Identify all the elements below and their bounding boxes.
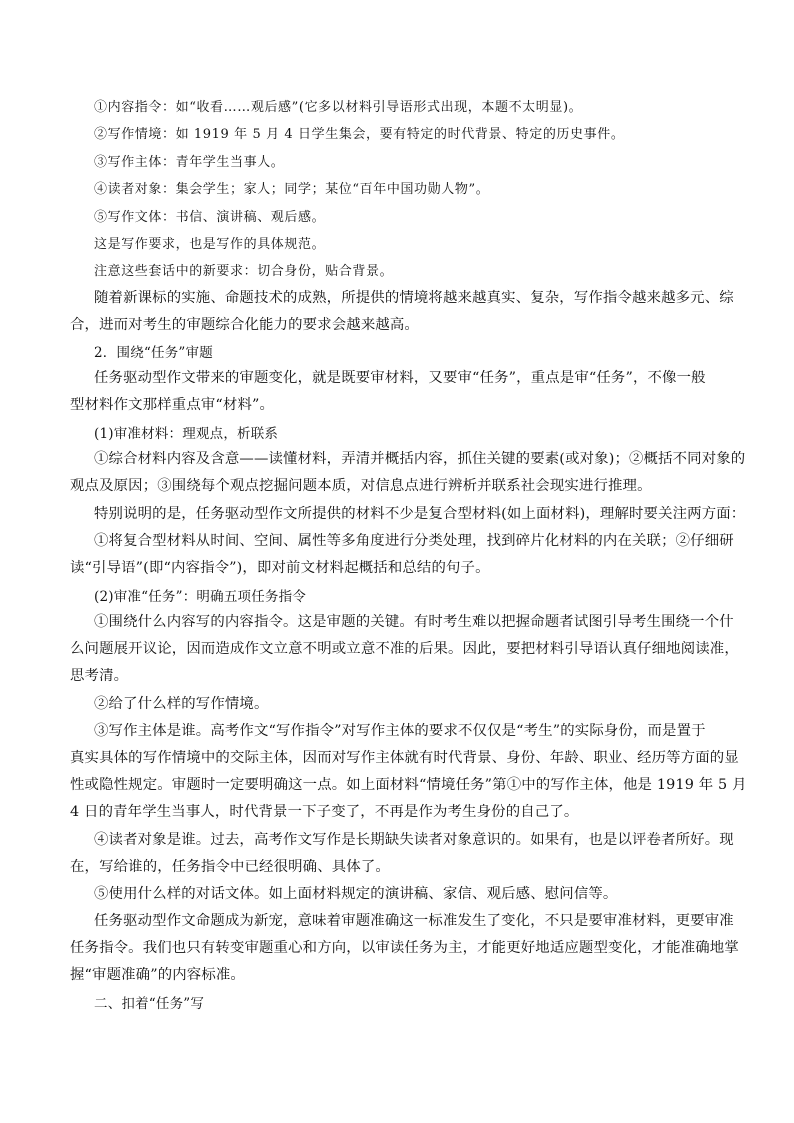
subsection-heading: (2)审准“任务”：明确五项任务指令 [94,589,307,605]
subsection-heading: (1)审准材料：理观点，析联系 [94,426,279,442]
text-line: 观点及原因；③围绕每个观点挖掘问题本质，对信息点进行辨析并联系社会现实进行推理。 [70,478,652,494]
text-line: 思考清。 [70,668,129,684]
text-line: 任务驱动型作文命题成为新宠，意味着审题准确这一标准发生了变化，不只是要审准材料，更要审准 [94,913,734,929]
text-line: ⑤使用什么样的对话文体。如上面材料规定的演讲稿、家信、观后感、慰问信等。 [94,886,618,902]
text-line: 4 日的青年学生当事人，时代背景一下子变了，不再是作为考生身份的自己了。 [70,804,579,820]
text-line: 注意这些套话中的新要求：切合身份，贴合背景。 [94,264,394,279]
text-line: ①将复合型材料从时间、空间、属性等多角度进行分类处理，找到碎片化材料的内在关联；②仔细研 [94,533,734,549]
text-line: 读“引导语”(即“内容指令”)，即对前文材料起概括和总结的句子。 [70,560,490,576]
section-heading: 2．围绕“任务”审题 [94,345,213,361]
text-line: 真实具体的写作情境中的交际主体，因而对写作主体就有时代背景、身份、年龄、职业、经历等方面的显 [70,750,739,766]
text-line: ⑤写作文体：书信、演讲稿、观后感。 [94,210,326,225]
text-line: ①围绕什么内容写的内容指令。这是审题的关键。有时考生难以把握命题者试图引导考生围绕一个什 [94,614,734,630]
text-line: ②写作情境：如 1919 年 5 月 4 日学生集会，要有特定的时代背景、特定的历史事件。 [94,127,625,142]
text-line: 型材料作文那样重点审“材料”。 [70,397,275,413]
text-line: ③写作主体：青年学生当事人。 [94,155,285,170]
text-line: 么问题展开议论，因而造成作文立意不明或立意不准的后果。因此，要把材料引导语认真仔细地阅读准， [70,641,739,657]
text-line: ②给了什么样的写作情境。 [94,696,269,712]
text-line: 特别说明的是，任务驱动型作文所提供的材料不少是复合型材料(如上面材料)，理解时要关注两方面： [94,506,746,522]
text-line: 任务驱动型作文带来的审题变化，就是既要审材料，又要审“任务”，重点是审“任务”，不像一般 [94,370,706,386]
section-heading: 二、扣着“任务”写 [94,996,205,1012]
text-line: ①内容指令：如“收看……观后感”(它多以材料引导语形式出现，本题不太明显)。 [94,100,583,115]
text-line: ④读者对象是谁。过去，高考作文写作是长期缺失读者对象意识的。如果有，也是以评卷者所好。现 [94,832,734,848]
text-line: ③写作主体是谁。高考作文“写作指令”对写作主体的要求不仅仅是“考生”的实际身份，而是置于 [94,723,706,739]
text-line: 这是写作要求，也是写作的具体规范。 [94,237,326,252]
text-line: ①综合材料内容及含意——读懂材料，弄清并概括内容，抓住关键的要素(或对象)；②概括不同对象的 [94,451,746,467]
text-line: 合，进而对考生的审题综合化能力的要求会越来越高。 [70,317,419,333]
text-line: 握“审题准确”的内容标准。 [70,967,245,983]
text-line: 在，写给谁的，任务指令中已经很明确、具体了。 [70,859,390,875]
text-line: 性或隐性规定。审题时一定要明确这一点。如上面材料“情境任务”第①中的写作主体，他是 1919 年 5 月 [70,777,747,793]
text-line: 任务指令。我们也只有转变审题重心和方向，以审读任务为主，才能更好地适应题型变化，才能准确地掌 [70,940,739,956]
text-line: ④读者对象：集会学生；家人；同学；某位“百年中国功勋人物”。 [94,182,490,197]
text-line: 随着新课标的实施、命题技术的成熟，所提供的情境将越来越真实、复杂，写作指令越来越多元、综 [94,290,734,306]
